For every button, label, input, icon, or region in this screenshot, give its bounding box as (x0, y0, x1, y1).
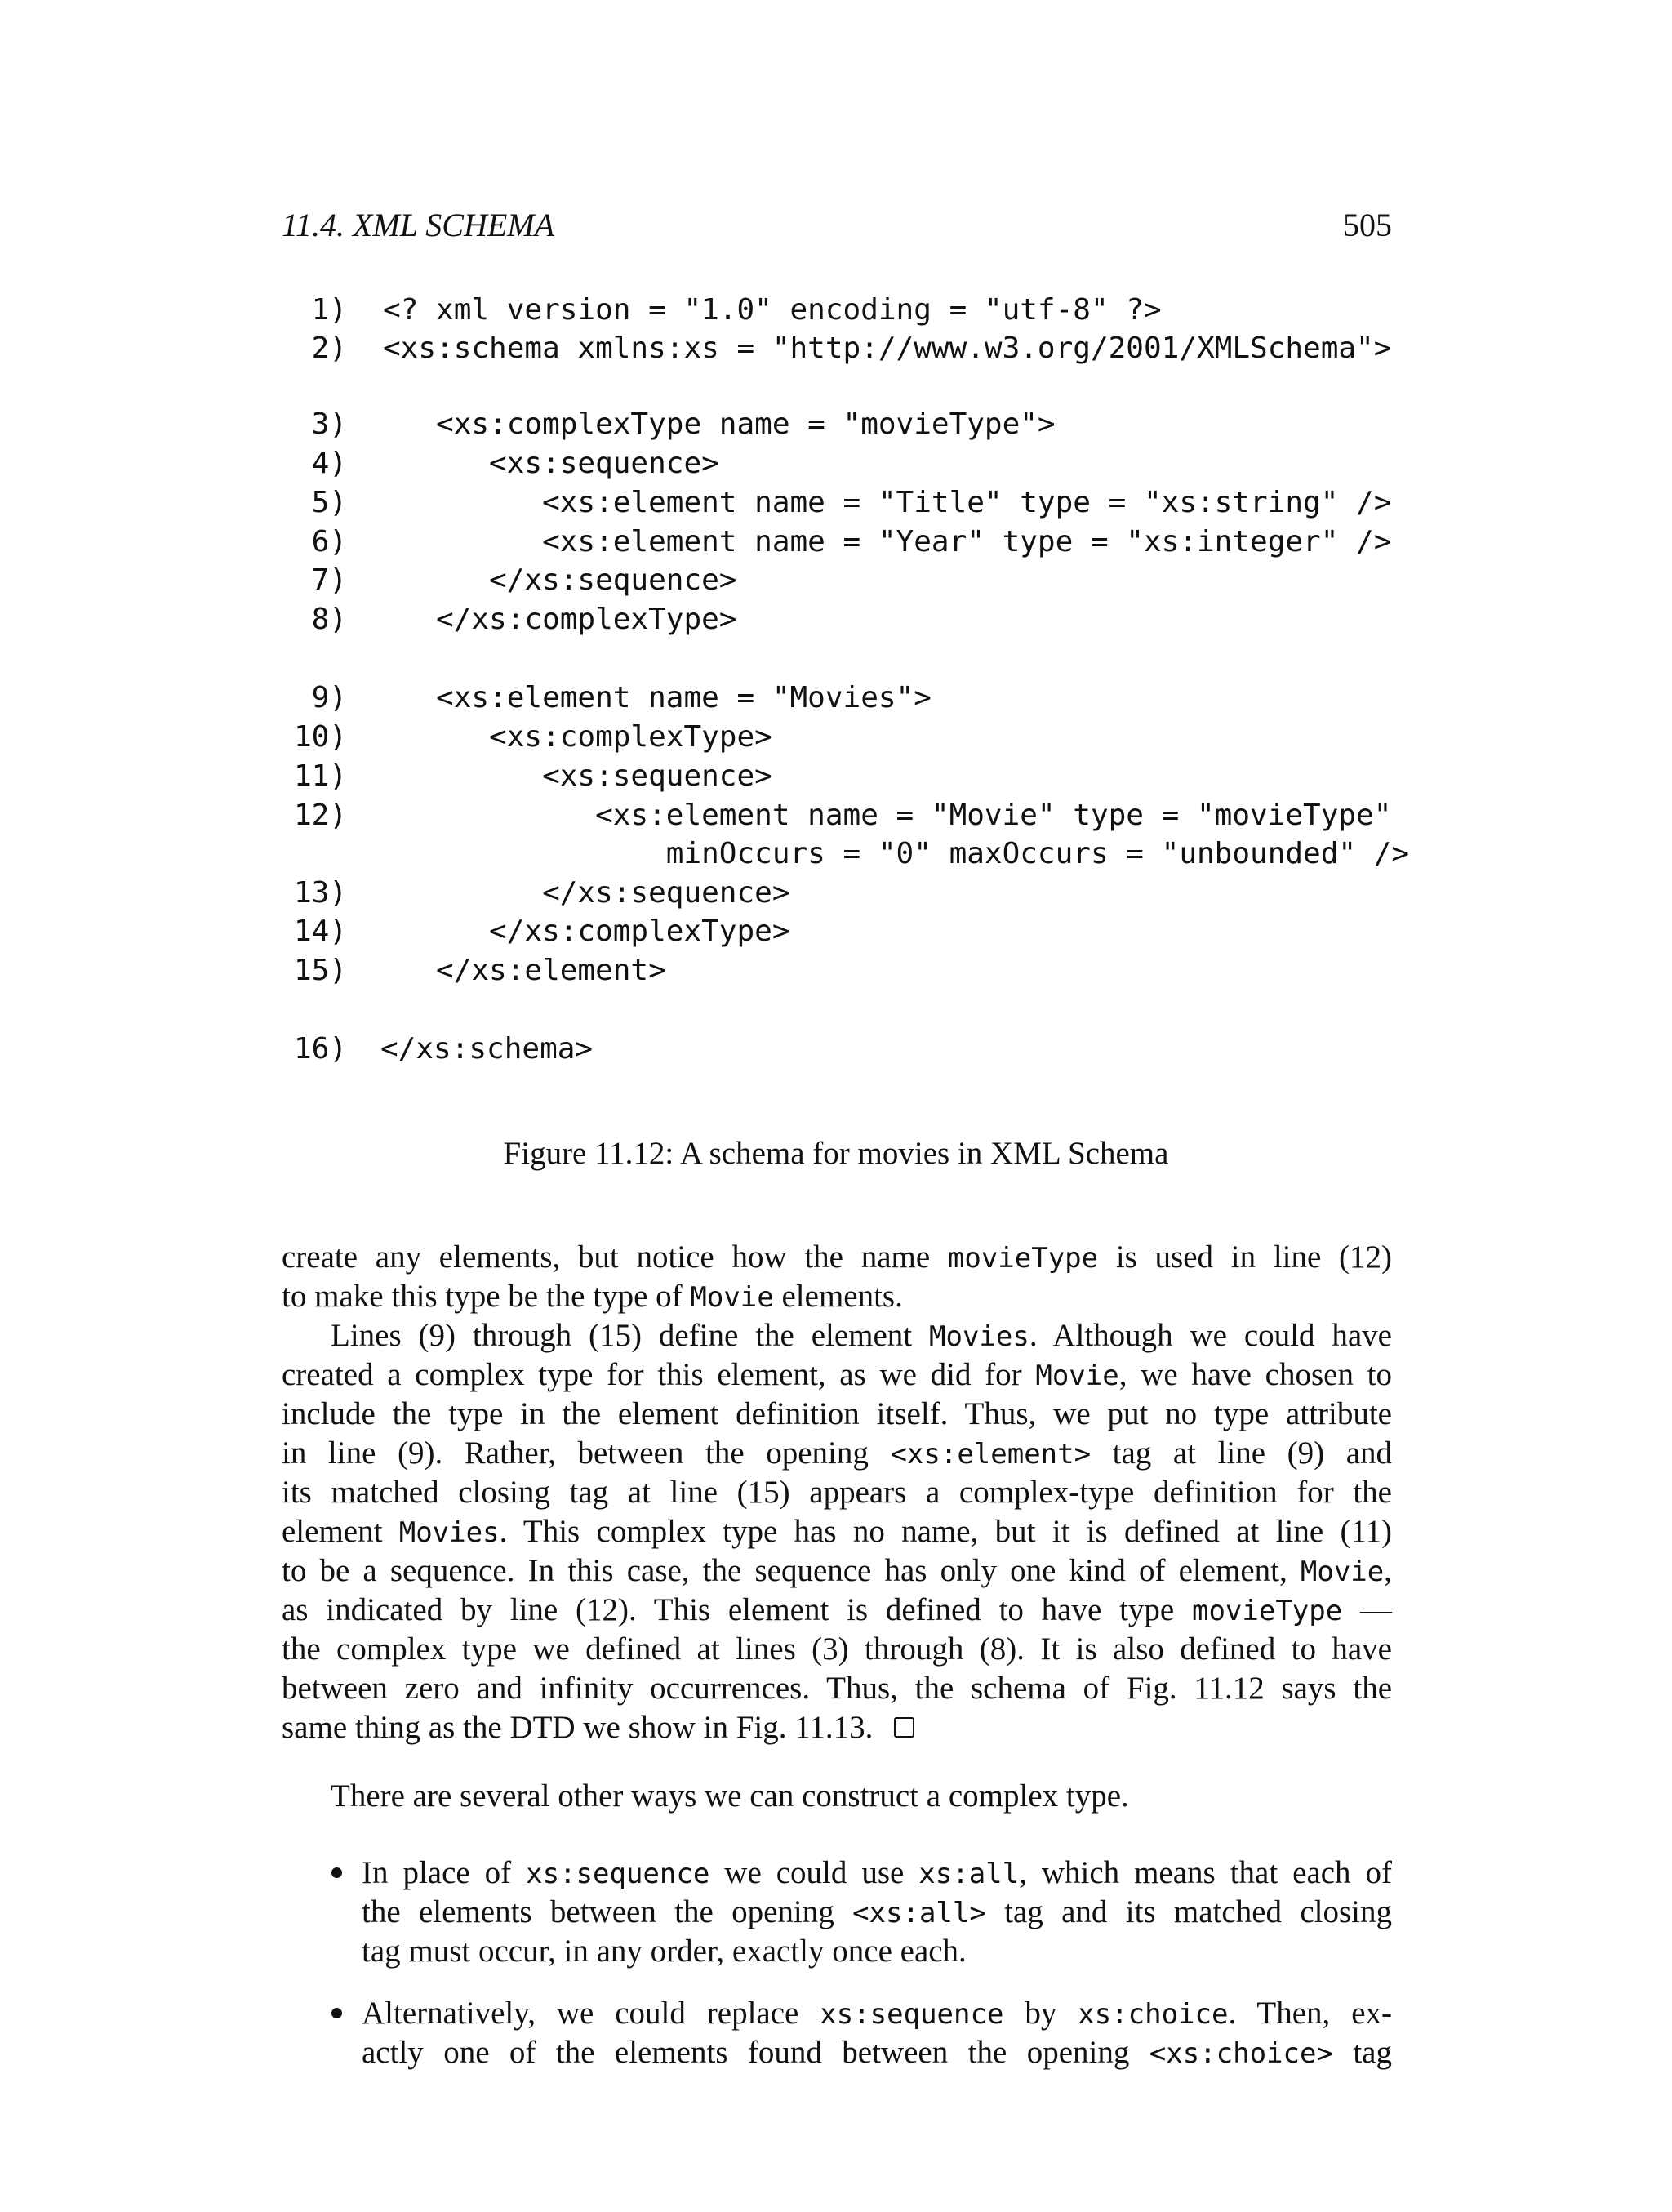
code-line-number: 9) (311, 681, 347, 714)
code-line-text: <xs:element name = "Year" type = "xs:integer" /> (383, 525, 1392, 559)
text-line: create any elements, but notice how the name movieType is used in line (12) (282, 1240, 1392, 1275)
text-line: tag must occur, in any order, exactly once each. (362, 1934, 967, 1969)
text-line: same thing as the DTD we show in Fig. 11.13. (282, 1708, 1392, 1747)
code-line-text: <xs:schema xmlns:xs = "http://www.w3.org/2001/XMLSchema"> (383, 332, 1392, 365)
text-line: Lines (9) through (15) define the element Movies. Although we could have (331, 1318, 1392, 1353)
code-line-text: minOccurs = "0" maxOccurs = "unbounded" /> (383, 837, 1410, 870)
text-line: In place of xs:sequence we could use xs:all, which means that each of (362, 1855, 1393, 1890)
code-line-number: 8) (311, 603, 347, 636)
code-line-number: 11) (293, 759, 347, 793)
code-line-text: <xs:complexType> (383, 720, 772, 754)
text-line: the complex type we defined at lines (3) through (8). It is also defined to have (282, 1631, 1392, 1667)
bullet-icon (331, 1867, 342, 1878)
page-number: 505 (1343, 207, 1392, 243)
code-line-number: 1) (311, 293, 347, 327)
figure-caption: Figure 11.12: A schema for movies in XML Schema (503, 1136, 1169, 1171)
code-line-text: </xs:complexType> (383, 603, 737, 636)
code-line-text: <xs:element name = "Title" type = "xs:string" /> (383, 486, 1392, 519)
code-line-number: 3) (311, 407, 347, 441)
end-of-example-box-icon (894, 1717, 914, 1738)
text-line: between zero and infinity occurrences. Thus, the schema of Fig. 11.12 says the (282, 1671, 1392, 1706)
text-line: Alternatively, we could replace xs:sequence by xs:choice. Then, ex- (362, 1996, 1392, 2031)
code-line-number: 12) (293, 799, 347, 832)
text-line: element Movies. This complex type has no name, but it is defined at line (11) (282, 1514, 1392, 1549)
text-line: include the type in the element definition itself. Thus, we put no type attribute (282, 1396, 1392, 1431)
code-line-number: 6) (311, 525, 347, 559)
text-line: to be a sequence. In this case, the sequence has only one kind of element, Movie, (282, 1553, 1392, 1588)
code-line-text: </xs:sequence> (383, 876, 790, 910)
text-line: as indicated by line (12). This element is defined to have type movieType — (282, 1592, 1392, 1627)
text-line: actly one of the elements found between the opening <xs:choice> tag (362, 2035, 1392, 2070)
text-line: its matched closing tag at line (15) appears a complex-type definition for the (282, 1475, 1392, 1510)
code-line-text: <xs:element name = "Movie" type = "movieType" (383, 799, 1392, 832)
text-line: in line (9). Rather, between the opening <xs:element> tag at line (9) and (282, 1435, 1393, 1471)
code-line-text: <xs:element name = "Movies"> (383, 681, 932, 714)
text-line: created a complex type for this element, as we did for Movie, we have chosen to (282, 1357, 1392, 1392)
code-line-text: <xs:sequence> (383, 759, 772, 793)
code-line-text: <xs:sequence> (383, 447, 719, 480)
code-line-text: <? xml version = "1.0" encoding = "utf-8" ?> (383, 293, 1162, 327)
code-line-text: </xs:schema> (380, 1032, 594, 1066)
running-header-section-title: 11.4. XML SCHEMA (282, 207, 555, 243)
text-line: the elements between the opening <xs:all> tag and its matched closing (362, 1894, 1392, 1929)
code-line-number: 4) (311, 447, 347, 480)
code-line-text: </xs:element> (383, 954, 666, 987)
code-line-number: 16) (293, 1032, 347, 1066)
bullet-icon (331, 2008, 342, 2018)
code-line-number: 10) (293, 720, 347, 754)
text-line: to make this type be the type of Movie elements. (282, 1279, 903, 1314)
code-line-text: </xs:complexType> (383, 915, 790, 948)
code-line-text: <xs:complexType name = "movieType"> (383, 407, 1056, 441)
code-line-number: 13) (293, 876, 347, 910)
code-line-number: 7) (311, 563, 347, 597)
code-line-number: 2) (311, 332, 347, 365)
code-line-number: 5) (311, 486, 347, 519)
paragraph: There are several other ways we can construct a complex type. (331, 1778, 1129, 1814)
code-line-number: 15) (293, 954, 347, 987)
code-line-text: </xs:sequence> (383, 563, 737, 597)
code-line-number: 14) (293, 915, 347, 948)
